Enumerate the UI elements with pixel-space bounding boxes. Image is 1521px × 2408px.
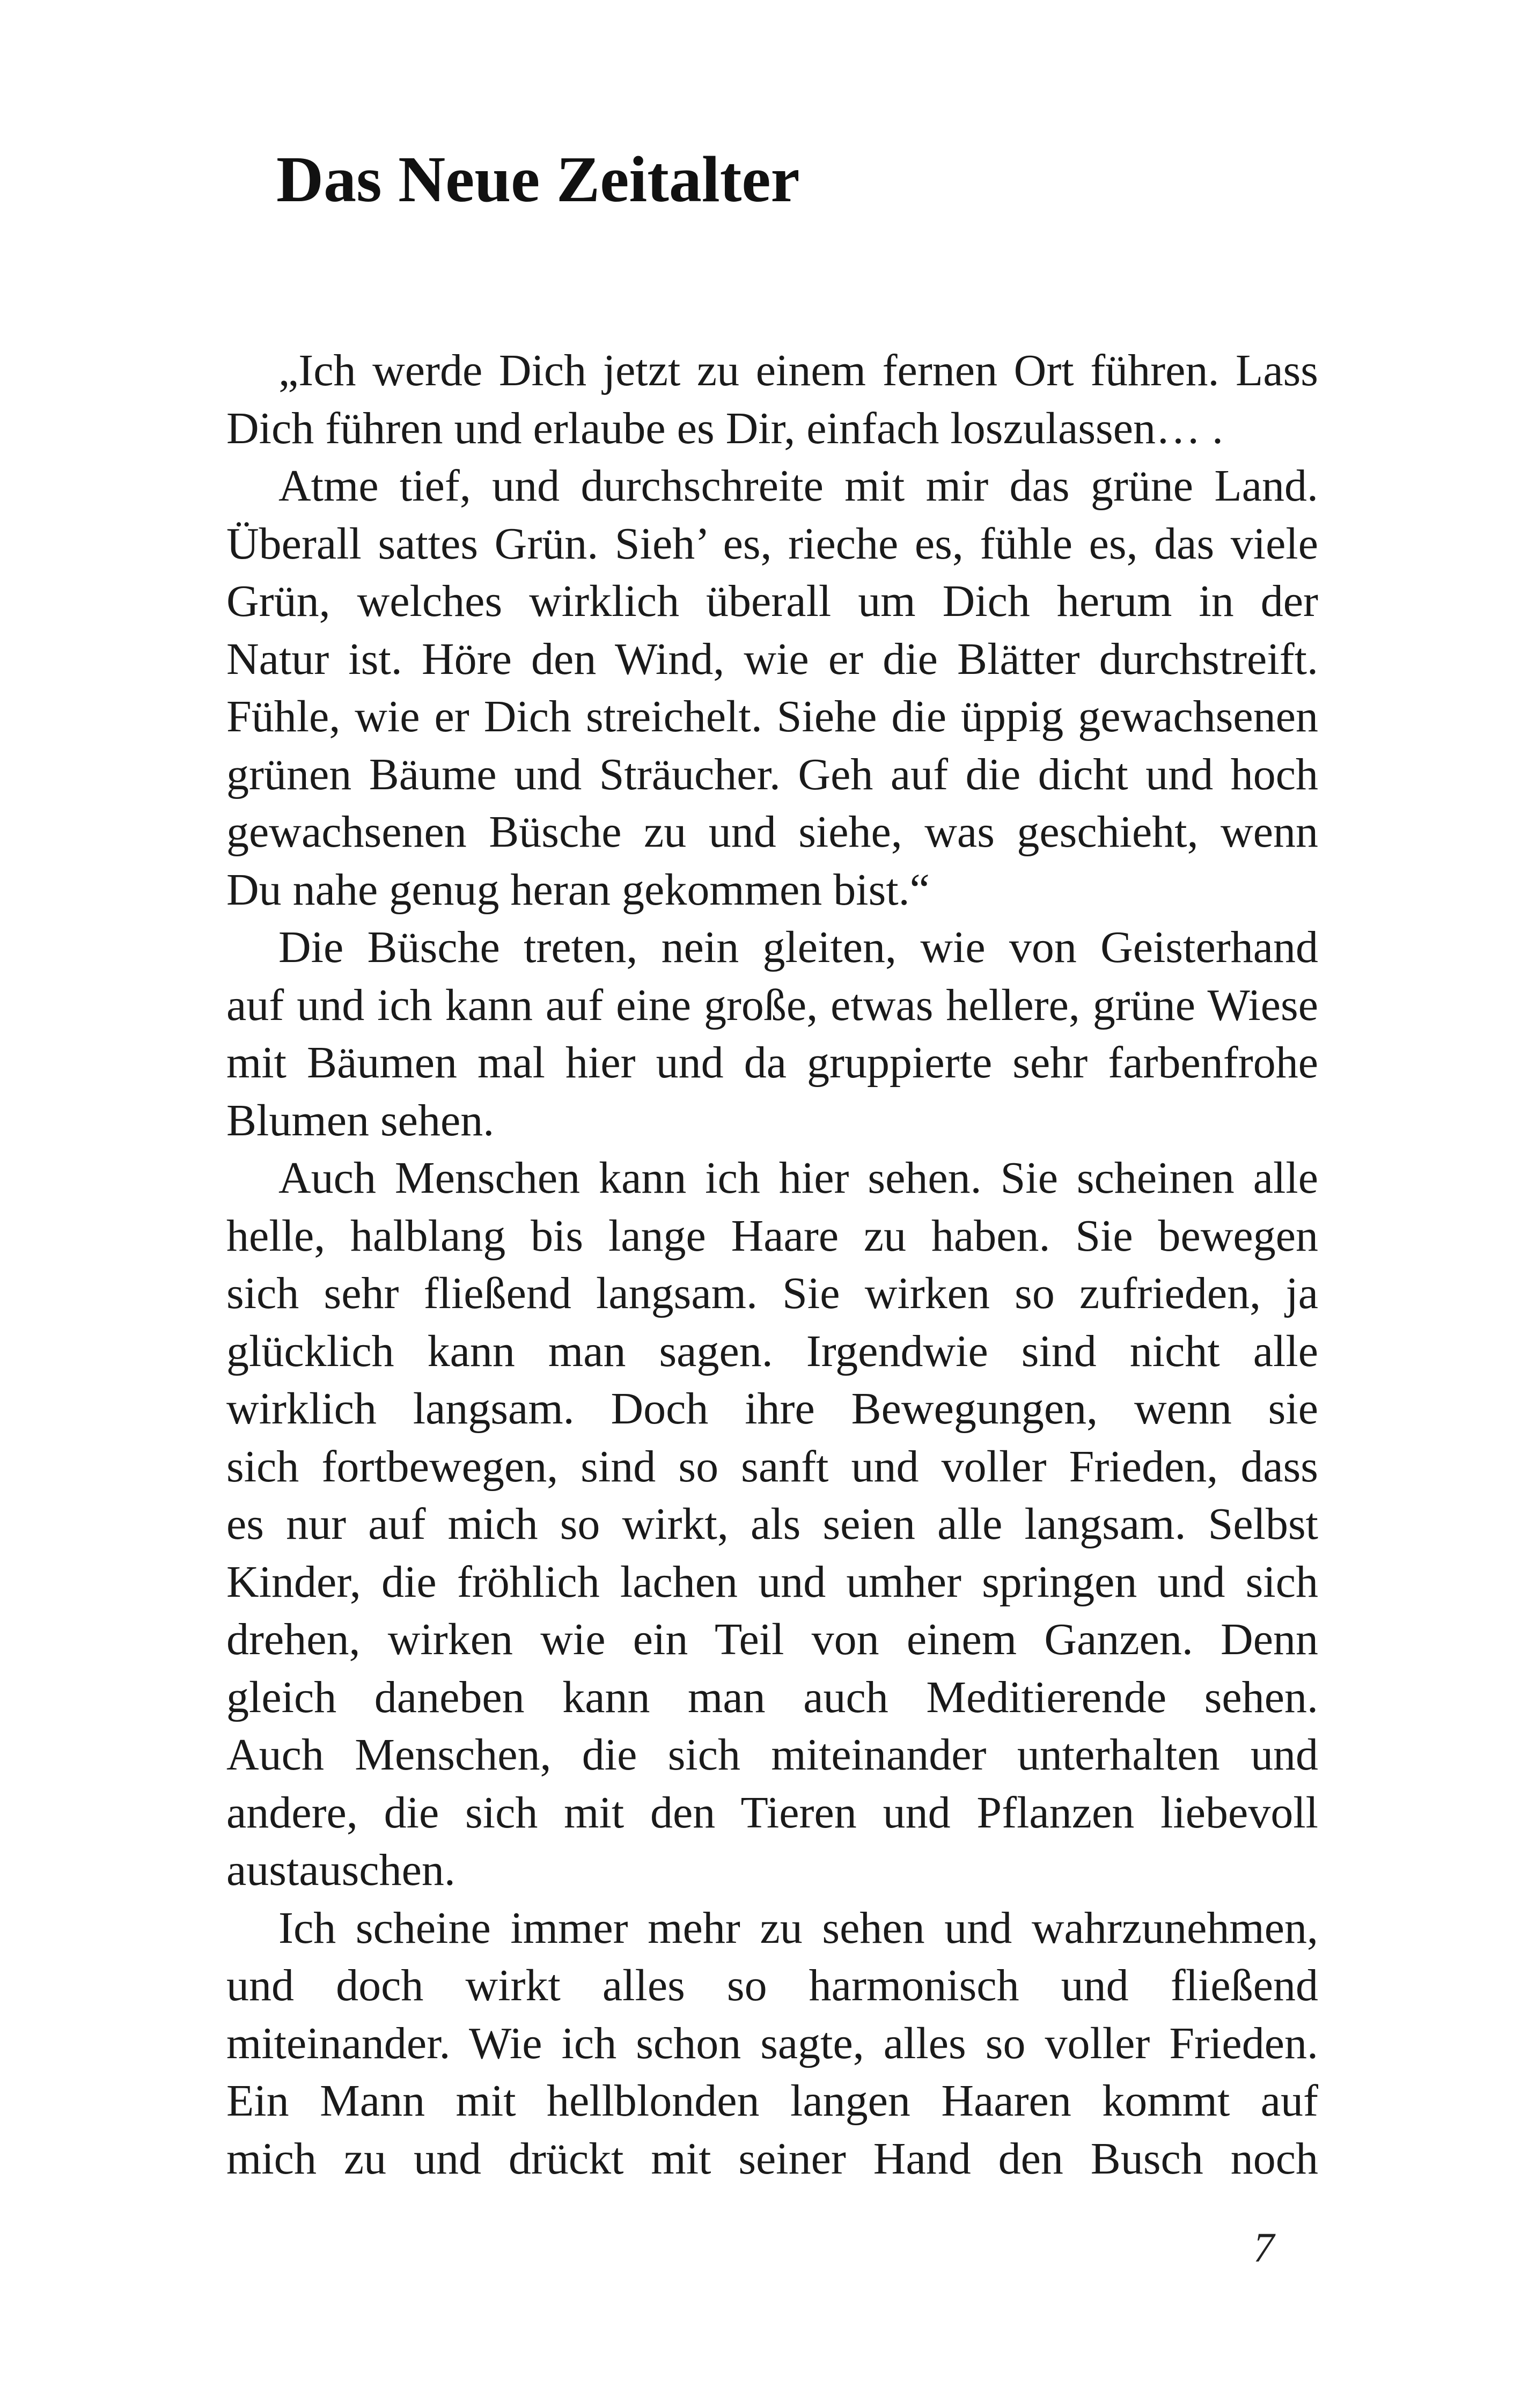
text-line: Überall sattes Grün. Sieh’ es, rieche es, fühle es, das viele (226, 518, 1318, 569)
text-line: sich sehr fließend langsam. Sie wirken so zufrieden, ja (226, 1268, 1318, 1318)
text-line: Ein Mann mit hellblonden langen Haaren kommt auf (226, 2076, 1318, 2126)
text-line: Du nahe genug heran gekommen bist.“ (226, 864, 930, 915)
text-line: Grün, welches wirklich überall um Dich herum in der (226, 576, 1318, 626)
text-line: Ich scheine immer mehr zu sehen und wahrzunehmen, (278, 1903, 1318, 1953)
text-line: Blumen sehen. (226, 1095, 495, 1146)
text-line: Atme tief, und durchschreite mit mir das grüne Land. (278, 461, 1318, 511)
text-line: Kinder, die fröhlich lachen und umher springen und sich (226, 1557, 1318, 1607)
text-line: Fühle, wie er Dich streichelt. Siehe die üppig gewachsenen (226, 692, 1318, 742)
text-line: Dich führen und erlaube es Dir, einfach loszulassen… . (226, 403, 1224, 453)
text-line: mich zu und drückt mit seiner Hand den Busch noch (226, 2133, 1318, 2184)
text-line: Auch Menschen, die sich miteinander unterhalten und (226, 1730, 1318, 1780)
text-line: miteinander. Wie ich schon sagte, alles so voller Frieden. (226, 2018, 1318, 2068)
text-line: helle, halblang bis lange Haare zu haben. Sie bewegen (226, 1210, 1318, 1261)
text-line: andere, die sich mit den Tieren und Pflanzen liebevoll (226, 1787, 1318, 1838)
text-line: Auch Menschen kann ich hier sehen. Sie scheinen alle (278, 1153, 1318, 1203)
text-line: drehen, wirken wie ein Teil von einem Ganzen. Denn (226, 1614, 1318, 1664)
text-line: Die Büsche treten, nein gleiten, wie von Geisterhand (278, 922, 1318, 972)
text-line: austauschen. (226, 1845, 455, 1895)
body-text (226, 342, 1318, 2187)
text-line: wirklich langsam. Doch ihre Bewegungen, wenn sie (226, 1384, 1318, 1434)
text-line: und doch wirkt alles so harmonisch und fließend (226, 1961, 1318, 2010)
text-line: Natur ist. Höre den Wind, wie er die Blätter durchstreift. (226, 634, 1318, 684)
text-line: gewachsenen Büsche zu und siehe, was geschieht, wenn (226, 807, 1318, 857)
text-line: mit Bäumen mal hier und da gruppierte sehr farbenfrohe (226, 1038, 1318, 1088)
text-line: sich fortbewegen, sind so sanft und voller Frieden, dass (226, 1441, 1318, 1492)
text-line: grünen Bäume und Sträucher. Geh auf die dicht und hoch (226, 749, 1318, 799)
chapter-title: Das Neue Zeitalter (276, 143, 800, 216)
text-line: glücklich kann man sagen. Irgendwie sind nicht alle (226, 1326, 1318, 1376)
text-line: „Ich werde Dich jetzt zu einem fernen Ort führen. Lass (278, 346, 1318, 395)
text-line: gleich daneben kann man auch Meditierende sehen. (226, 1672, 1318, 1722)
text-line: auf und ich kann auf eine große, etwas hellere, grüne Wiese (226, 980, 1318, 1030)
text-line: es nur auf mich so wirkt, als seien alle langsam. Selbst (226, 1499, 1318, 1549)
page-number: 7 (1253, 2224, 1274, 2271)
